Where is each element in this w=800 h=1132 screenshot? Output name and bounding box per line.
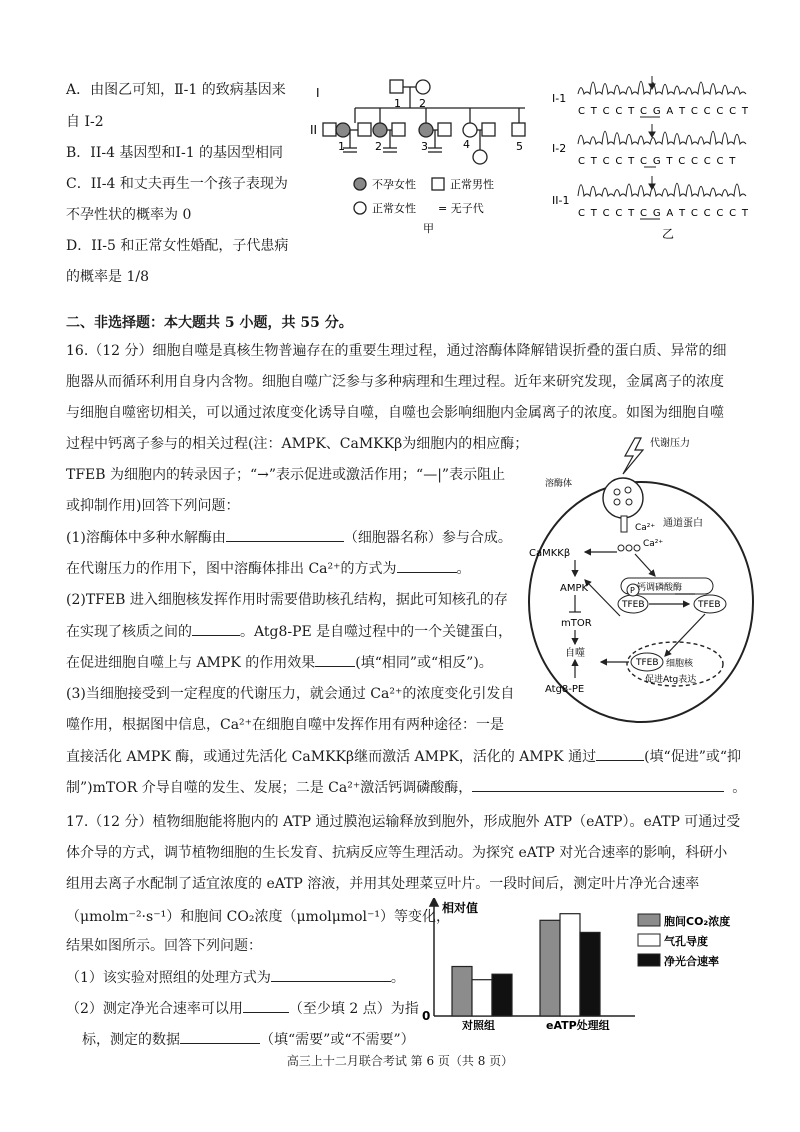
q15-option-c-line2: 不孕性状的概率为 0 xyxy=(66,207,192,223)
diagram-p: P xyxy=(630,586,635,595)
q16-line-1: 16.（12 分）细胞自噬是真核生物普遍存在的重要生理过程，通过溶酶体降解错误折叠的蛋白质、异常的细 xyxy=(66,343,727,359)
q16-line-4: 过程中钙离子参与的相关过程(注：AMPK、CaMKKβ为细胞内的相应酶； xyxy=(66,436,529,452)
seq-bases-I2: C T C C T C G T C C C C T xyxy=(578,156,737,167)
q16-p2-text-d: 在促进细胞自噬上与 AMPK 的作用效果 xyxy=(66,655,316,671)
pedigree-num-II1: 1 xyxy=(338,140,345,153)
q17-p2-text-c: 标，测定的数据 xyxy=(82,1032,180,1048)
section-2-heading: 二、非选择题：本大题共 5 小题，共 55 分。 xyxy=(66,315,353,331)
gen-label-I: I xyxy=(316,86,320,100)
autophagy-pathway-diagram xyxy=(525,430,765,730)
q16-p1-text-b: （细胞器名称）参与合成。 xyxy=(343,530,512,546)
diagram-atg-expr: 促进Atg表达 xyxy=(645,675,697,685)
diagram-ca-mid: Ca²⁺ xyxy=(643,539,664,549)
bar-co2-eatp xyxy=(540,920,560,1016)
q16-p2-text-b: 在实现了核质之间的 xyxy=(66,624,192,640)
q15-option-a-line2: 自 I-2 xyxy=(66,114,104,130)
chromatogram-trace xyxy=(578,131,746,144)
q15-option-a-line1: A．由图乙可知，Ⅱ-1 的致病基因来 xyxy=(66,82,286,98)
legend-normal-male: 正常男性 xyxy=(450,178,494,191)
q16-blank-mtor[interactable] xyxy=(596,746,644,761)
bar-co2-control xyxy=(452,967,472,1017)
q15-option-d-line2: 的概率是 1/8 xyxy=(66,269,149,285)
q16-blank-transport[interactable] xyxy=(397,558,457,573)
q17-p2-text-b: （至少填 2 点）为指 xyxy=(288,1001,419,1017)
chart-origin: 0 xyxy=(422,1009,431,1023)
diagram-calcineurin: 钙调磷酸酶 xyxy=(637,583,683,593)
pedigree-num-II3: 3 xyxy=(421,140,428,153)
bar-net-photosynthesis-control xyxy=(492,974,512,1016)
q17-part1 xyxy=(66,967,405,988)
gen-label-II: II xyxy=(310,123,318,137)
q15-option-c-line1: C．II-4 和丈夫再生一个孩子表现为 xyxy=(66,176,288,192)
q17-p2-text-a: （2）测定净光合速率可以用 xyxy=(66,1001,243,1017)
q16-p3-text-d: (填“促进”或“抑 xyxy=(644,749,742,765)
seq-label-I1: I-1 xyxy=(552,92,567,105)
bar-net-photosynthesis-eatp xyxy=(580,932,600,1016)
q16-line-5: TFEB 为细胞内的转录因子；“→”表示促进或激活作用；“—|”表示阻止 xyxy=(66,467,506,483)
diagram-ca-top: Ca²⁺ xyxy=(635,523,656,533)
q17-line-3: 组用去离子水配制了适宜浓度的 eATP 溶液，并用其处理菜豆叶片。一段时间后，测定叶片净光合速率 xyxy=(66,876,700,892)
diagram-autophagy: 自噬 xyxy=(565,648,585,659)
diagram-tfeb-1: TFEB xyxy=(622,600,645,610)
diagram-lysosome: 溶酶体 xyxy=(545,479,573,489)
legend-stomatal-label: 气孔导度 xyxy=(664,935,708,948)
seq-bases-II1: C T C C T C G A T C C C C T xyxy=(578,208,750,219)
pedigree-figure xyxy=(310,70,550,240)
q17-blank-control[interactable] xyxy=(271,967,391,982)
q16-p3-text-f: 。 xyxy=(732,780,747,796)
q16-part3-line3 xyxy=(66,746,741,767)
pedigree-num-I1: 1 xyxy=(394,97,401,110)
legend-net-photosynthesis-label: 净光合速率 xyxy=(664,955,719,968)
legend-net-photosynthesis-swatch xyxy=(638,954,660,966)
diagram-stress: 代谢压力 xyxy=(650,438,690,449)
q16-p1-text-a: (1)溶酶体中多种水解酶由 xyxy=(66,530,226,546)
lightning-icon xyxy=(623,438,643,474)
q16-line-3: 与细胞自噬密切相关，可以通过浓度变化诱导自噬，自噬也会影响细胞内金属离子的浓度。如图为细胞自噬 xyxy=(66,405,724,421)
q17-blank-data[interactable] xyxy=(180,1029,260,1044)
q17-part2-line1 xyxy=(66,998,419,1019)
q17-line-1: 17.（12 分）植物细胞能将胞内的 ATP 通过膜泡运输释放到胞外，形成胞外 ATP（eATP）。eATP 可通过受 xyxy=(66,814,741,830)
legend-co2-label: 胞间CO₂浓度 xyxy=(664,915,731,928)
q16-part3-line1: (3)当细胞接受到一定程度的代谢压力，就会通过 Ca²⁺的浓度变化引发自 xyxy=(66,686,515,702)
diagram-tfeb-3: TFEB xyxy=(636,658,659,668)
q16-part1-line2 xyxy=(66,558,471,579)
chromatogram-trace xyxy=(578,81,746,94)
sequencing-figure xyxy=(552,72,752,242)
q16-blank-effect[interactable] xyxy=(315,652,355,667)
diagram-camkk: CaMKKβ xyxy=(529,548,571,559)
chart-y-label: 相对值 xyxy=(442,901,479,915)
pedigree-num-II4: 4 xyxy=(463,138,470,151)
q16-p2-text-e: (填“相同”或“相反”)。 xyxy=(355,655,493,671)
chromatogram-trace xyxy=(578,183,746,196)
q16-part2-line1: (2)TFEB 进入细胞核发挥作用时需要借助核孔结构，据此可知核孔的存 xyxy=(66,592,508,608)
q16-p1-text-c: 在代谢压力的作用下，图中溶酶体排出 Ca²⁺的方式为 xyxy=(66,561,397,577)
pedigree-num-II5: 5 xyxy=(516,140,523,153)
q16-part3-line2: 噬作用，根据图中信息，Ca²⁺在细胞自噬中发挥作用有两种途径：一是 xyxy=(66,717,505,733)
q16-blank-organelle[interactable] xyxy=(226,527,344,542)
page-footer: 高三上十二月联合考试 第 6 页（共 8 页） xyxy=(286,1054,514,1068)
q17-line-5: 结果如图所示。回答下列问题： xyxy=(66,938,262,954)
q17-p2-text-d: （填“需要”或“不需要”） xyxy=(260,1032,415,1048)
q17-p1-text-a: （1）该实验对照组的处理方式为 xyxy=(66,970,271,986)
q16-part1-line1 xyxy=(66,527,512,548)
sequencing-caption: 乙 xyxy=(662,227,675,241)
q17-blank-indicator[interactable] xyxy=(243,998,289,1013)
diagram-channel: 通道蛋白 xyxy=(663,518,703,529)
legend-co2-swatch xyxy=(638,914,660,926)
chart-category-control: 对照组 xyxy=(462,1019,495,1030)
photosynthesis-bar-chart xyxy=(420,898,770,1030)
seq-label-II1: II-1 xyxy=(552,194,570,207)
q16-line-6: 或抑制作用)回答下列问题： xyxy=(66,498,240,514)
diagram-atg8: Atg8-PE xyxy=(545,684,585,695)
q16-part2-line2 xyxy=(66,621,512,642)
bar-stomatal-eatp xyxy=(560,914,580,1016)
q15-option-b: B．II-4 基因型和I-1 的基因型相同 xyxy=(66,145,284,161)
diagram-nucleus: 细胞核 xyxy=(666,659,694,669)
q16-p1-text-d: 。 xyxy=(456,561,471,577)
diagram-mtor: mTOR xyxy=(561,618,592,629)
q16-blank-nuclear-pore[interactable] xyxy=(192,621,240,636)
q17-line-4: （μmolm⁻²·s⁻¹）和胞间 CO₂浓度（μmolμmol⁻¹）等变化， xyxy=(66,909,451,925)
q16-part3-line4 xyxy=(66,777,746,798)
legend-infertile-female: 不孕女性 xyxy=(372,178,416,191)
seq-bases-I1: C T C C T C G A T C C C C T xyxy=(578,106,750,117)
legend-no-child: = 无子代 xyxy=(438,202,484,215)
diagram-ampk: AMPK xyxy=(560,583,589,594)
seq-label-I2: I-2 xyxy=(552,142,567,155)
q16-blank-calcineurin[interactable] xyxy=(472,777,724,792)
legend-stomatal-swatch xyxy=(638,934,660,946)
q16-part2-line3 xyxy=(66,652,493,673)
legend-normal-female: 正常女性 xyxy=(372,202,416,215)
q16-p2-text-c: 。Atg8-PE 是自噬过程中的一个关键蛋白， xyxy=(240,624,513,640)
q17-part2-line2 xyxy=(82,1029,415,1050)
q16-line-2: 胞器从而循环利用自身内含物。细胞自噬广泛参与多种病理和生理过程。近年来研究发现，金属离子的浓度 xyxy=(66,374,724,390)
q16-p3-text-e: 制”)mTOR 介导自噬的发生、发展；二是 Ca²⁺激活钙调磷酸酶， xyxy=(66,780,473,796)
diagram-tfeb-2: TFEB xyxy=(698,600,721,610)
q17-line-2: 体介导的方式，调节植物细胞的生长发育、抗病反应等生理活动。为探究 eATP 对光合速率的影响，科研小 xyxy=(66,845,728,861)
chart-category-eatp: eATP处理组 xyxy=(546,1019,610,1030)
pedigree-num-II2: 2 xyxy=(375,140,382,153)
pedigree-num-I2: 2 xyxy=(419,97,426,110)
pedigree-caption: 甲 xyxy=(423,222,434,235)
q16-p3-text-c: 直接活化 AMPK 酶，或通过先活化 CaMKKβ继而激活 AMPK，活化的 AMPK 通过 xyxy=(66,749,597,765)
bar-stomatal-control xyxy=(472,980,492,1016)
q17-p1-text-b: 。 xyxy=(390,970,405,986)
q15-option-d-line1: D．II-5 和正常女性婚配，子代患病 xyxy=(66,238,289,254)
